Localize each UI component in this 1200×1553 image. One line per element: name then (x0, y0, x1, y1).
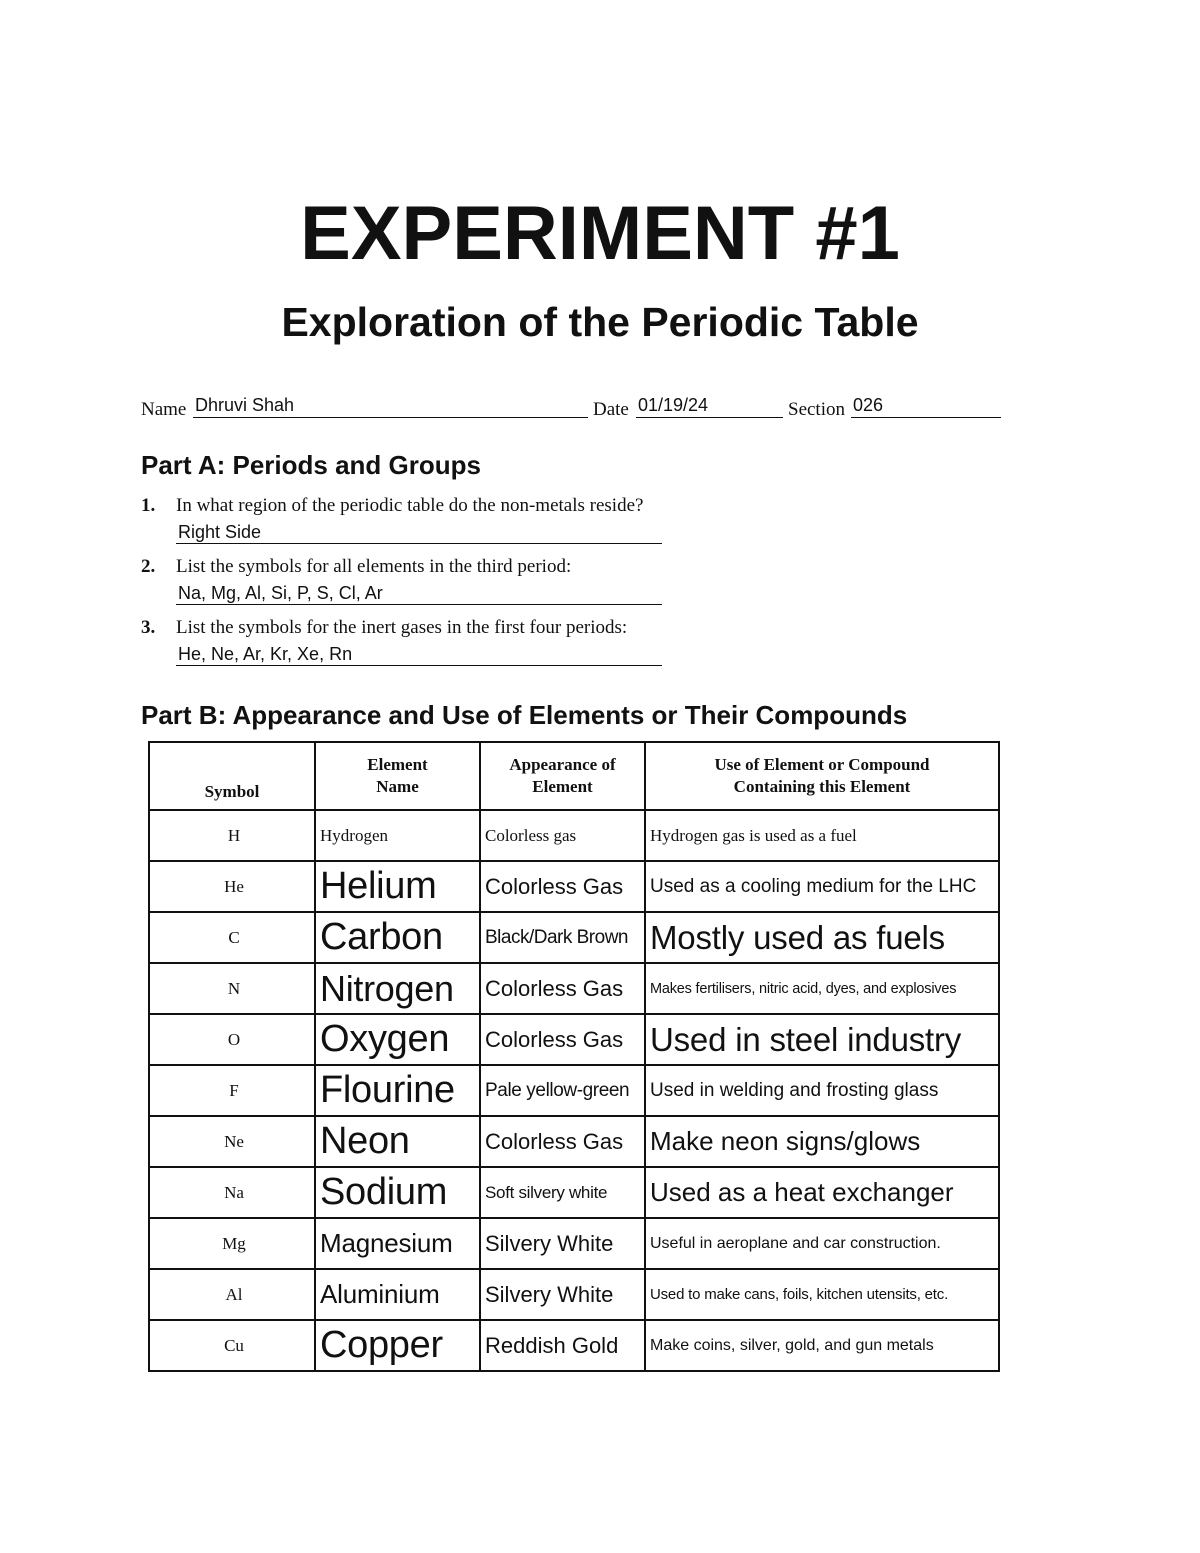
use-cell[interactable]: Used as a cooling medium for the LHC (645, 861, 999, 912)
appearance-cell[interactable]: Colorless Gas (480, 861, 645, 912)
appearance-cell[interactable]: Reddish Gold (480, 1320, 645, 1371)
symbol-cell: Cu (149, 1320, 315, 1371)
answer-field[interactable]: Na, Mg, Al, Si, P, S, Cl, Ar (176, 581, 662, 605)
date-field[interactable]: 01/19/24 (636, 393, 783, 418)
student-info-row (141, 393, 1001, 423)
header-appearance: Appearance of Element (480, 742, 645, 810)
question-number: 2. (141, 556, 156, 577)
question-text: List the symbols for all elements in the third period: (176, 556, 572, 577)
appearance-cell[interactable]: Colorless Gas (480, 963, 645, 1014)
question-1 (141, 495, 701, 547)
symbol-cell: Na (149, 1167, 315, 1218)
appearance-cell[interactable]: Silvery White (480, 1269, 645, 1320)
table-row (149, 1116, 999, 1167)
appearance-cell[interactable]: Silvery White (480, 1218, 645, 1269)
element-name-cell[interactable]: Aluminium (315, 1269, 480, 1320)
element-name-cell[interactable]: Copper (315, 1320, 480, 1371)
element-name-cell[interactable]: Flourine (315, 1065, 480, 1116)
table-row (149, 963, 999, 1014)
use-cell[interactable]: Make coins, silver, gold, and gun metals (645, 1320, 999, 1371)
element-name-cell[interactable]: Hydrogen (315, 810, 480, 861)
table-row (149, 1218, 999, 1269)
table-row (149, 1269, 999, 1320)
appearance-cell[interactable]: Colorless Gas (480, 1116, 645, 1167)
element-name-cell[interactable]: Sodium (315, 1167, 480, 1218)
element-name-cell[interactable]: Helium (315, 861, 480, 912)
part-a-heading: Part A: Periods and Groups (141, 450, 481, 480)
part-b-heading: Part B: Appearance and Use of Elements or Their Compounds (141, 700, 908, 730)
table-row (149, 1065, 999, 1116)
element-name-cell[interactable]: Magnesium (315, 1218, 480, 1269)
element-name-cell[interactable]: Nitrogen (315, 963, 480, 1014)
name-label: Name (141, 399, 187, 420)
header-symbol: Symbol (149, 742, 315, 810)
appearance-cell[interactable]: Colorless Gas (480, 1014, 645, 1065)
element-name-cell[interactable]: Neon (315, 1116, 480, 1167)
page-subtitle: Exploration of the Periodic Table (281, 299, 919, 345)
symbol-cell: F (149, 1065, 315, 1116)
symbol-cell: Al (149, 1269, 315, 1320)
table-row (149, 810, 999, 861)
question-number: 1. (141, 495, 156, 516)
table-row (149, 1167, 999, 1218)
header-element-name: Element Name (315, 742, 480, 810)
page-title: EXPERIMENT #1 (300, 191, 900, 276)
appearance-cell[interactable]: Soft silvery white (480, 1167, 645, 1218)
header-use: Use of Element or Compound Containing this Element (645, 742, 999, 810)
table-row (149, 912, 999, 963)
symbol-cell: Ne (149, 1116, 315, 1167)
use-cell[interactable]: Used as a heat exchanger (645, 1167, 999, 1218)
appearance-cell[interactable]: Black/Dark Brown (480, 912, 645, 963)
use-cell[interactable]: Mostly used as fuels (645, 912, 999, 963)
question-2 (141, 556, 701, 608)
use-cell[interactable]: Useful in aeroplane and car construction. (645, 1218, 999, 1269)
section-label: Section (788, 399, 845, 420)
symbol-cell: O (149, 1014, 315, 1065)
appearance-cell[interactable]: Pale yellow-green (480, 1065, 645, 1116)
element-name-cell[interactable]: Oxygen (315, 1014, 480, 1065)
appearance-cell[interactable]: Colorless gas (480, 810, 645, 861)
element-name-cell[interactable]: Carbon (315, 912, 480, 963)
date-label: Date (593, 399, 629, 420)
question-text: In what region of the periodic table do the non-metals reside? (176, 495, 644, 516)
symbol-cell: N (149, 963, 315, 1014)
use-cell[interactable]: Used to make cans, foils, kitchen utensits, etc. (645, 1269, 999, 1320)
name-field[interactable]: Dhruvi Shah (193, 393, 588, 418)
table-row (149, 1014, 999, 1065)
table-row (149, 1320, 999, 1371)
table-row (149, 861, 999, 912)
question-text: List the symbols for the inert gases in the first four periods: (176, 617, 628, 638)
use-cell[interactable]: Make neon signs/glows (645, 1116, 999, 1167)
question-3 (141, 617, 701, 669)
use-cell[interactable]: Hydrogen gas is used as a fuel (645, 810, 999, 861)
answer-field[interactable]: He, Ne, Ar, Kr, Xe, Rn (176, 642, 662, 666)
use-cell[interactable]: Used in steel industry (645, 1014, 999, 1065)
symbol-cell: H (149, 810, 315, 861)
symbol-cell: He (149, 861, 315, 912)
use-cell[interactable]: Used in welding and frosting glass (645, 1065, 999, 1116)
question-number: 3. (141, 617, 156, 638)
symbol-cell: Mg (149, 1218, 315, 1269)
symbol-cell: C (149, 912, 315, 963)
table-header-row (149, 742, 999, 810)
section-field[interactable]: 026 (851, 393, 1001, 418)
elements-table (148, 741, 1000, 1372)
answer-field[interactable]: Right Side (176, 520, 662, 544)
use-cell[interactable]: Makes fertilisers, nitric acid, dyes, and explosives (645, 963, 999, 1014)
